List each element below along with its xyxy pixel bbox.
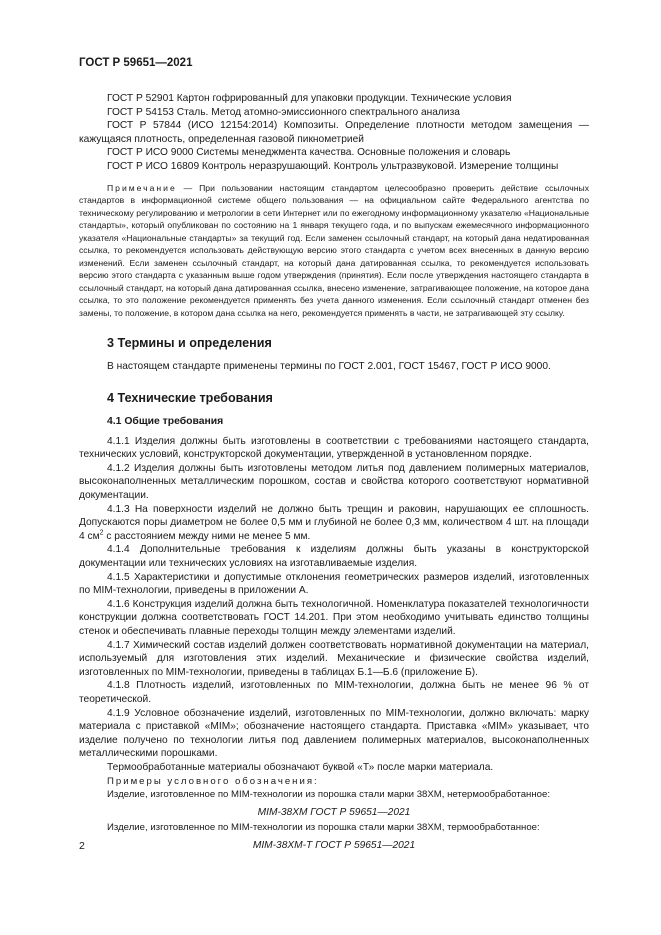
reference-item: ГОСТ Р ИСО 16809 Контроль неразрушающий. Контроль ультразвуковой. Измерение толщины [107,160,559,172]
superscript: 2 [99,529,104,537]
reference-item: ГОСТ Р 57844 (ИСО 12154:2014) Композиты. Определение плотности методом замещения — кажущаяся плотность, определенная газовой пикнометрией [79,120,589,145]
normative-references [79,92,589,174]
clause-4-1-6: 4.1.6 Конструкция изделий должна быть технологичной. Номенклатура показателей технологичности конструкции должна соответствовать ГОСТ 14.201. При этом необходимо учитывать единство толщины стенок и обеспечивать плавные переходы толщин между элементами изделий. [79,598,589,637]
clause-4-1-2: 4.1.2 Изделия должны быть изготовлены методом литья под давлением полимерных материалов, высоконаполненных металлическим порошком, состав и свойства которого соответствуют нормативной документации. [79,462,589,502]
clause-4-1-9: 4.1.9 Условное обозначение изделий, изготовленных по MIM-технологии, должно включать: марку материала с приставкой «MIM»; обозначение настоящего стандарта. Приставка «MIM» указывает, что изделие получено по технологии литья под давлением полимерных материалов, высоконаполненных металлическими порошками. [79,707,589,760]
note-paragraph [79,182,589,320]
example-2-code: MIM-38ХМ-Т ГОСТ Р 59651—2021 [252,839,416,851]
section-3-text: В настоящем стандарте применены термины по ГОСТ 2.001, ГОСТ 15467, ГОСТ Р ИСО 9000. [107,361,551,373]
clause-4-1-3 [79,503,589,544]
note-label: Примечание [107,182,177,193]
reference-item: ГОСТ Р 54153 Сталь. Метод атомно-эмиссионного спектрального анализа [107,106,460,118]
subsection-4-1-heading: 4.1 Общие требования [107,415,224,427]
clause-4-1-8: 4.1.8 Плотность изделий, изготовленных по MIM-технологии, должна быть не менее 96 % от теоретической. [79,680,589,705]
page-number: 2 [79,840,85,852]
section-3-heading: 3 Термины и определения [107,336,272,351]
examples-label: Примеры условного обозначения: [107,775,319,787]
clause-4-1-1: 4.1.1 Изделия должны быть изготовлены в соответствии с требованиями настоящего стандарта, технических условий, конструкторской документации, утвержденной в установленном порядке. [79,435,589,461]
clause-4-1-3-tail: с расстоянием между ними не менее 5 мм. [103,530,311,542]
thermo-note: Термообработанные материалы обозначают буквой «Т» после марки материала. [107,761,494,773]
page-content [79,92,589,852]
clause-4-1-4: 4.1.4 Дополнительные требования к изделиям должны быть указаны в конструкторской документации или технических условиях на изготавливаемые изделия. [79,544,589,569]
clause-4-1-7: 4.1.7 Химический состав изделий должен соответствовать нормативной документации на материал, используемый для изготовления этих изделий. Механические и физические свойства изделий, изготовленных по MIM-технологии, приведены в таблицах Б.1—Б.6 (приложение Б). [79,639,589,678]
example-1-text: Изделие, изготовленное по MIM-технологии из порошка стали марки 38ХМ, нетермообработанное: [107,789,550,801]
example-1-code: MIM-38ХМ ГОСТ Р 59651—2021 [257,806,411,818]
clause-4-1-3-text: 4.1.3 На поверхности изделий не должно быть трещин и раковин, нарушающих ее сплошность. Допускаются поры диаметром не более 0,5 мм и глубиной не более 0,3 мм, количеством 4 шт. на площади 4 см [79,503,589,542]
clause-4-1-5: 4.1.5 Характеристики и допустимые отклонения геометрических размеров изделий, изготовленных по MIM-технологии, приведены в приложении А. [79,571,589,597]
section-4-heading: 4 Технические требования [107,390,273,405]
reference-item: ГОСТ Р 52901 Картон гофрированный для упаковки продукции. Технические условия [107,93,512,104]
example-2-text: Изделие, изготовленное по MIM-технологии из порошка стали марки 38ХМ, термообработанное: [107,822,540,834]
document-header: ГОСТ Р 59651—2021 [79,57,193,69]
reference-item: ГОСТ Р ИСО 9000 Системы менеджмента качества. Основные положения и словарь [107,147,511,159]
note-text: — При пользовании настоящим стандартом целесообразно проверить действие ссылочных стандартов в информационной системе общего пользования — на официальном сайте Федерального агентства по техническому регулированию и метрологии в сети Интернет или по ежегодному информационному указателю «Национальные стандарты», который опубликован по состоянию на 1 января текущего года, и по выпускам ежемесячного информационного указателя «Национальные стандарты» за текущий год. Если заменен ссылочный стандарт, на который дана недатированная ссылка, то рекомендуется использовать действующую версию этого стандарта с учетом всех внесенных в данную версию изменений. Если заменен ссылочный стандарт, на который дана датированная ссылка, то рекомендуется использовать версию этого стандарта с указанным выше годом утверждения (принятия). Если после утверждения настоящего стандарта в ссылочный стандарт, на который дана датированная ссылка, внесено изменение, затрагивающее положение, на которое дана ссылка, то это положение рекомендуется применять без учета данного изменения. Если ссылочный стандарт отменен без замены, то положение, в котором дана ссылка на него, рекомендуется применять в части, не затрагивающей эту ссылку. [79,182,589,318]
